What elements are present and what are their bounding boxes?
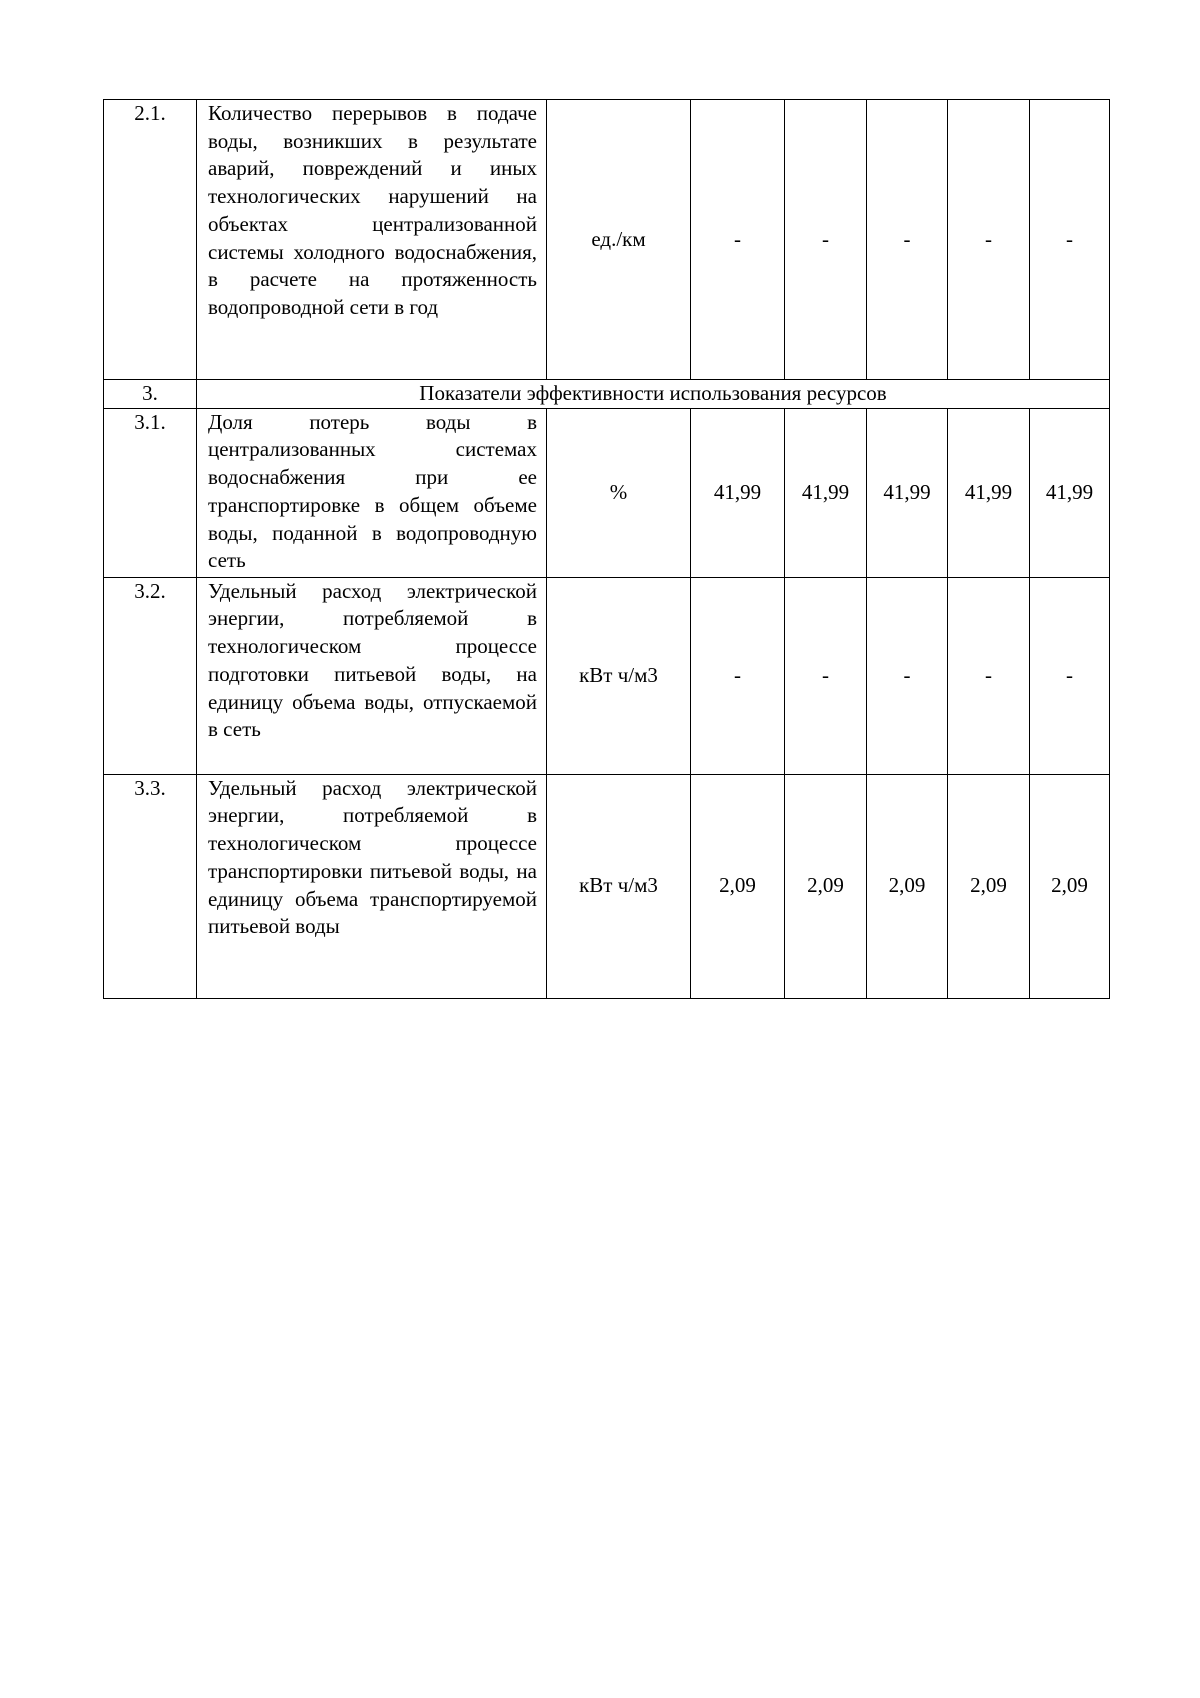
row-value: 2,09 (1030, 774, 1110, 998)
row-unit: кВт ч/м3 (547, 577, 691, 774)
row-description (197, 408, 547, 577)
row-value: - (1030, 577, 1110, 774)
row-value: 41,99 (785, 408, 867, 577)
row-value: 2,09 (691, 774, 785, 998)
indicators-table (103, 99, 1110, 999)
section-row (104, 380, 1110, 409)
row-value: - (691, 100, 785, 380)
section-title: Показатели эффективности использования ресурсов (197, 380, 1110, 409)
row-value: 41,99 (867, 408, 948, 577)
row-value: - (867, 577, 948, 774)
table-row (104, 577, 1110, 774)
row-description-text: Доля потерь воды в централизованных системах водоснабжения при ее транспортировке в общем объеме воды, поданной в водопроводную сеть (208, 409, 537, 573)
row-description-text: Удельный расход электрической энергии, потребляемой в технологическом процессе транспортировки питьевой воды, на единицу объема транспортируемой питьевой воды (208, 775, 537, 939)
row-number: 3.2. (104, 577, 197, 774)
row-description (197, 100, 547, 380)
row-value: 41,99 (1030, 408, 1110, 577)
row-unit: кВт ч/м3 (547, 774, 691, 998)
section-number: 3. (104, 380, 197, 409)
row-description-text: Количество перерывов в подаче воды, возникших в результате аварий, повреждений и иных технологических нарушений на объектах централизованной системы холодного водоснабжения, в расчете на протяженность водопроводной сети в год (208, 101, 537, 319)
row-value: - (691, 577, 785, 774)
table-row (104, 774, 1110, 998)
row-value: - (948, 100, 1030, 380)
row-number: 3.1. (104, 408, 197, 577)
row-value: 2,09 (785, 774, 867, 998)
row-description (197, 774, 547, 998)
row-value: - (1030, 100, 1110, 380)
row-description (197, 577, 547, 774)
row-value: - (867, 100, 948, 380)
row-description-text: Удельный расход электрической энергии, потребляемой в технологическом процессе подготовки питьевой воды, на единицу объема воды, отпускаемой в сеть (208, 578, 537, 742)
row-number: 2.1. (104, 100, 197, 380)
table-row (104, 408, 1110, 577)
row-value: - (785, 100, 867, 380)
row-value: - (948, 577, 1030, 774)
table-row (104, 100, 1110, 380)
row-value: 2,09 (867, 774, 948, 998)
row-number: 3.3. (104, 774, 197, 998)
row-value: - (785, 577, 867, 774)
row-value: 2,09 (948, 774, 1030, 998)
row-value: 41,99 (948, 408, 1030, 577)
row-value: 41,99 (691, 408, 785, 577)
row-unit: ед./км (547, 100, 691, 380)
row-unit: % (547, 408, 691, 577)
